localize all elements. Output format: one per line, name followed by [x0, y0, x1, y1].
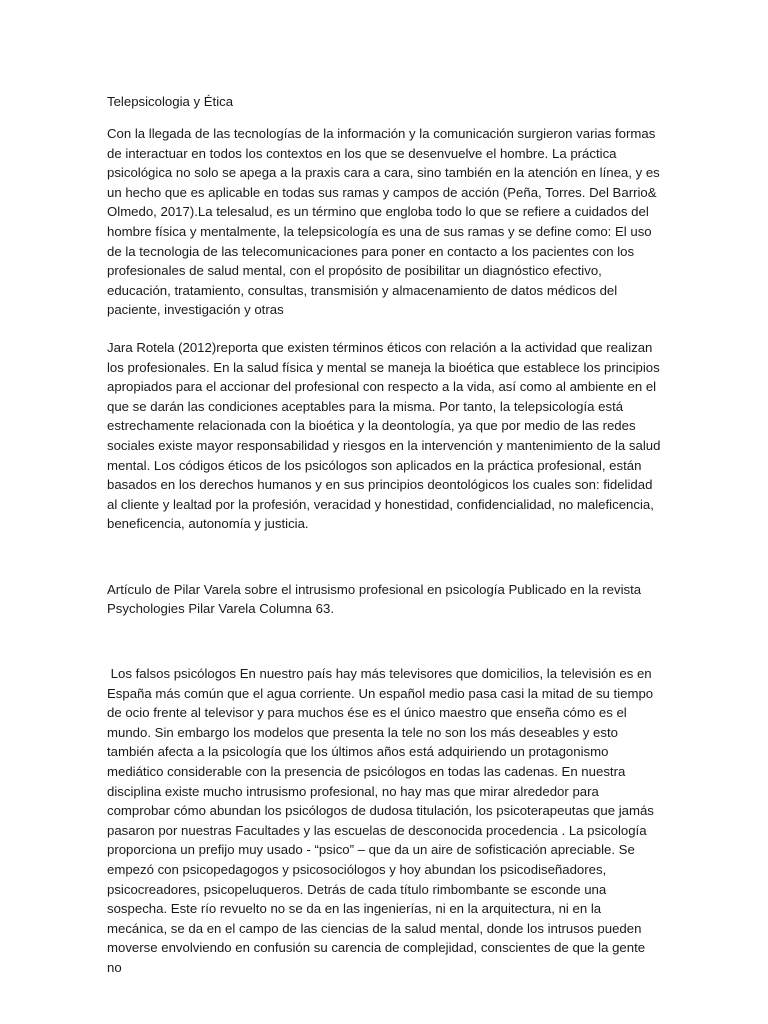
- document-title: Telepsicologia y Ética: [107, 94, 234, 109]
- document-body: [107, 92, 663, 978]
- paragraph-etica-bioetica: Jara Rotela (2012)reporta que existen términos éticos con relación a la actividad que realizan los profesionales. En la salud física y mental se maneja la bioética que establece los principios apropiados para el accionar del profesional con respecto a la vida, así como al ambiente en el que se darán las condiciones aceptables para la misma. Por tanto, la telepsicología está estrechamente relacionada con la bioética y la deontología, ya que por medio de las redes sociales existe mayor responsabilidad y riesgos en la intervención y mantenimiento de la salud mental. Los códigos éticos de los psicólogos son aplicados en la práctica profesional, están basados en los derechos humanos y en sus principios deontológicos los cuales son: fidelidad al cliente y lealtad por la profesión, veracidad y honestidad, confidencialidad, no maleficencia, beneficencia, autonomía y justicia.: [107, 339, 661, 532]
- paragraph-telepsicologia-intro: Con la llegada de las tecnologías de la información y la comunicación surgieron varias formas de interactuar en todos los contextos en los que se desenvuelve el hombre. La práctica psicológica no solo se apega a la praxis cara a cara, sino también en la atención en línea, y es un hecho que es aplicable en todas sus ramas y campos de acción (Peña, Torres. Del Barrio& Olmedo, 2017).La telesalud, es un término que engloba todo lo que se refiere a cuidados del hombre física y mentalmente, la telepsicología es una de sus ramas y se define como: El uso de la tecnologia de las telecomunicaciones para poner en contacto a los pacientes con los profesionales de salud mental, con el propósito de posibilitar un diagnóstico efectivo, educación, tratamiento, consultas, transmisión y almacenamiento de datos médicos del paciente, investigación y otras: [107, 126, 660, 318]
- paragraph-article-reference: Artículo de Pilar Varela sobre el intrusismo profesional en psicología Publicado en la revista Psychologies Pilar Varela Columna 63.: [107, 581, 642, 617]
- paragraph-falsos-psicologos: [107, 664, 663, 978]
- paragraph-falsos-psicologos-text: Los falsos psicólogos En nuestro país hay más televisores que domicilios, la televisión es en España más común que el agua corriente. Un español medio pasa casi la mitad de su tiempo de ocio frente al televisor y para muchos ése es el único maestro que enseña cómo es el mundo. Sin embargo los modelos que presenta la tele no son los más deseables y esto también afecta a la psicología que los últimos años está adquiriendo un protagonismo mediático considerable con la presencia de psicólogos en todas las cadenas. En nuestra disciplina existe mucho intrusismo profesional, no hay mas que mirar alrededor para comprobar cómo abundan los psicólogos de dudosa titulación, los psicoterapeutas que jamás pasaron por nuestras Facultades y las escuelas de desconocida procedencia . La psicología proporciona un prefijo muy usado - “psico” – que da un aire de sofisticación apreciable. Se empezó con psicopedagogos y psicosociólogos y hoy abundan los psicodiseñadores, psicocreadores, psicopeluqueros. Detrás de cada título rimbombante se esconde una sospecha. Este río revuelto no se da en las ingenierías, ni en la arquitectura, ni en la mecánica, se da en el campo de las ciencias de la salud mental, donde los intrusos pueden moverse envolviendo en confusión su carencia de complejidad, conscientes de que la gente no: [107, 666, 654, 975]
